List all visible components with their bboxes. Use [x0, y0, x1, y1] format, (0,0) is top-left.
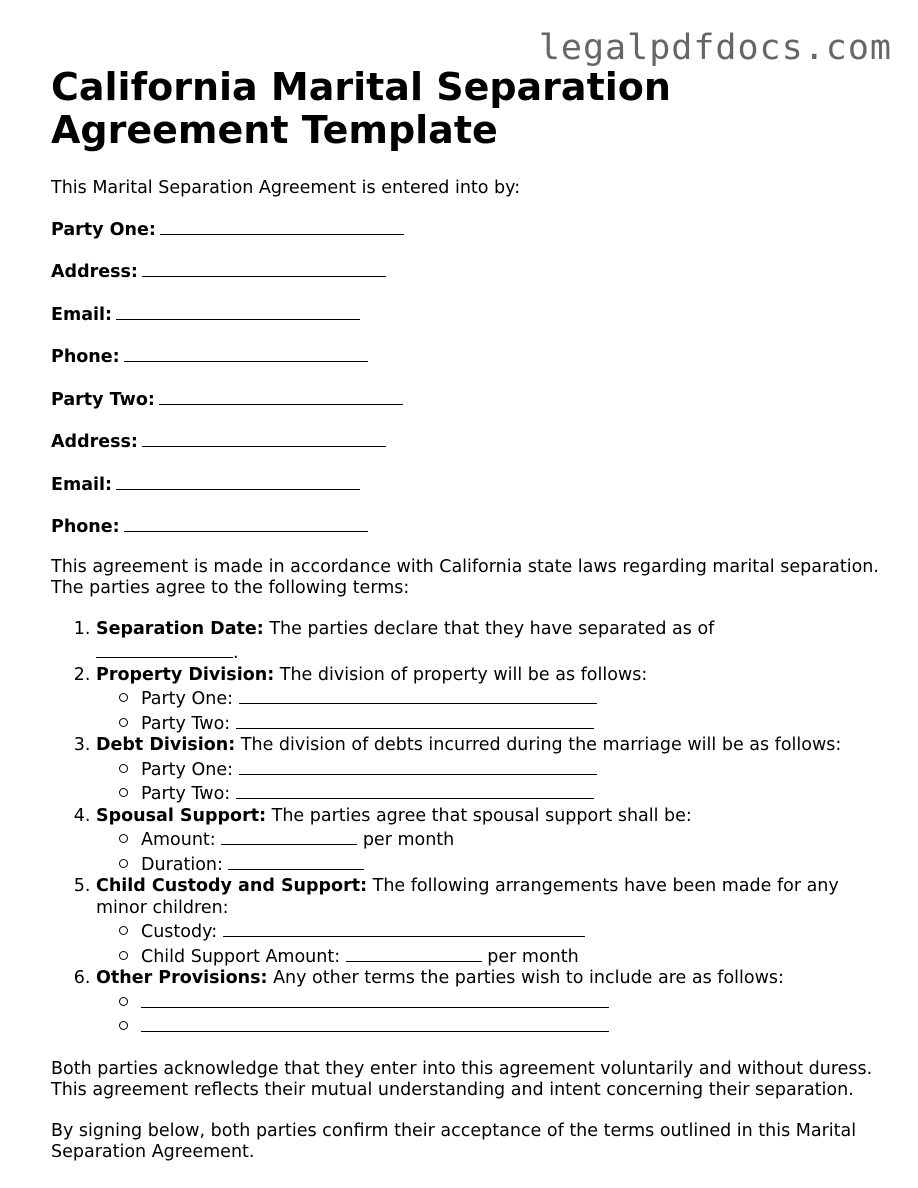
party-two-blank[interactable] — [159, 387, 403, 405]
sub-list — [96, 686, 881, 735]
party-one-phone-blank[interactable] — [124, 344, 368, 362]
sub-item — [141, 944, 881, 969]
term-child-custody — [96, 876, 881, 968]
page-title: California Marital Separation Agreement Template — [51, 65, 671, 152]
party-two-phone-blank[interactable] — [124, 514, 368, 532]
term-title: Property Division: — [96, 664, 275, 685]
term-text: The parties agree that spousal support shall be: — [271, 805, 692, 826]
sub-label: Party One: — [141, 689, 233, 709]
party-two-address-blank[interactable] — [142, 429, 386, 447]
sub-item — [141, 852, 881, 877]
sub-list — [96, 827, 881, 876]
sub-suffix: per month — [362, 830, 455, 850]
term-text: The parties declare that they have separated as of — [269, 618, 715, 639]
other-provision-blank-2[interactable] — [141, 1014, 609, 1032]
field-label: Phone: — [51, 347, 120, 367]
party-one-field — [51, 217, 881, 242]
sub-label: Duration: — [141, 854, 223, 875]
term-text: The division of debts incurred during the marriage will be as follows: — [240, 735, 842, 755]
sub-label: Child Support Amount: — [141, 946, 341, 967]
sub-item — [141, 1014, 881, 1039]
property-party-two-blank[interactable] — [236, 711, 594, 729]
other-provision-blank-1[interactable] — [141, 990, 609, 1008]
term-title: Spousal Support: — [96, 805, 267, 826]
party-two-address-field — [51, 429, 881, 454]
term-title: Separation Date: — [96, 618, 264, 639]
term-spousal-support — [96, 806, 881, 877]
party-one-phone-field — [51, 344, 881, 369]
accordance-text: This agreement is made in accordance with California state laws regarding marital separation. The parties agree to the following terms: — [51, 556, 879, 598]
field-label: Address: — [51, 432, 138, 452]
sub-list — [96, 757, 881, 806]
term-debt-division — [96, 735, 881, 806]
party-two-phone-field — [51, 514, 881, 539]
party-one-blank[interactable] — [160, 217, 404, 235]
acknowledge-text: Both parties acknowledge that they enter into this agreement voluntarily and without duress. This agreement reflects their mutual understanding and intent concerning their separation. — [51, 1058, 873, 1100]
term-title: Other Provisions: — [96, 968, 268, 988]
field-label: Phone: — [51, 517, 120, 537]
term-text: The following arrangements have been made for any minor children: — [96, 876, 839, 918]
custody-blank[interactable] — [223, 919, 585, 937]
field-label: Email: — [51, 474, 112, 495]
child-support-amount-blank[interactable] — [346, 944, 482, 962]
party-two-email-field — [51, 472, 881, 497]
party-two-field — [51, 387, 881, 412]
party-one-address-field — [51, 259, 881, 284]
term-title: Debt Division: — [96, 735, 236, 755]
field-label: Email: — [51, 304, 112, 325]
debt-party-two-blank[interactable] — [236, 781, 594, 799]
sub-label: Party One: — [141, 759, 233, 780]
term-text: The division of property will be as follows: — [279, 664, 648, 685]
sub-label: Party Two: — [141, 784, 231, 804]
debt-party-one-blank[interactable] — [239, 757, 597, 775]
term-title: Child Custody and Support: — [96, 876, 368, 896]
field-label: Party One: — [51, 219, 156, 240]
property-party-one-blank[interactable] — [239, 686, 597, 704]
intro-text: This Marital Separation Agreement is entered into by: — [51, 178, 521, 198]
spousal-duration-blank[interactable] — [228, 852, 364, 870]
sub-suffix: per month — [487, 946, 579, 967]
sub-list — [96, 990, 881, 1039]
term-property-division — [96, 665, 881, 736]
sub-label: Amount: — [141, 830, 216, 850]
party-one-address-blank[interactable] — [142, 259, 386, 277]
party-one-email-field — [51, 302, 881, 327]
spousal-amount-blank[interactable] — [221, 827, 357, 845]
sub-item — [141, 827, 881, 852]
field-label: Party Two: — [51, 389, 155, 410]
sub-item — [141, 990, 881, 1015]
terms-list-wrap — [51, 619, 881, 1039]
sub-label: Custody: — [141, 922, 218, 942]
party-one-email-blank[interactable] — [116, 302, 360, 320]
separation-date-blank[interactable] — [96, 640, 233, 658]
sub-item — [141, 757, 881, 782]
party-two-email-blank[interactable] — [116, 472, 360, 490]
term-text: Any other terms the parties wish to include are as follows: — [273, 968, 784, 988]
sub-item — [141, 781, 881, 806]
sub-list — [96, 919, 881, 968]
sub-item — [141, 686, 881, 711]
sub-label: Party Two: — [141, 713, 231, 734]
term-other-provisions — [96, 968, 881, 1039]
field-label: Address: — [51, 262, 138, 282]
term-separation-date: 1. Separation Date: The parties declare that they have separated as of . — [96, 619, 881, 665]
watermark: legalpdfdocs.com — [538, 28, 892, 68]
document-body — [51, 66, 881, 1164]
sub-item — [141, 711, 881, 736]
terms-list — [51, 619, 881, 1039]
sub-item — [141, 919, 881, 944]
signing-text: By signing below, both parties confirm their acceptance of the terms outlined in this Marital Separation Agreement. — [51, 1120, 857, 1162]
